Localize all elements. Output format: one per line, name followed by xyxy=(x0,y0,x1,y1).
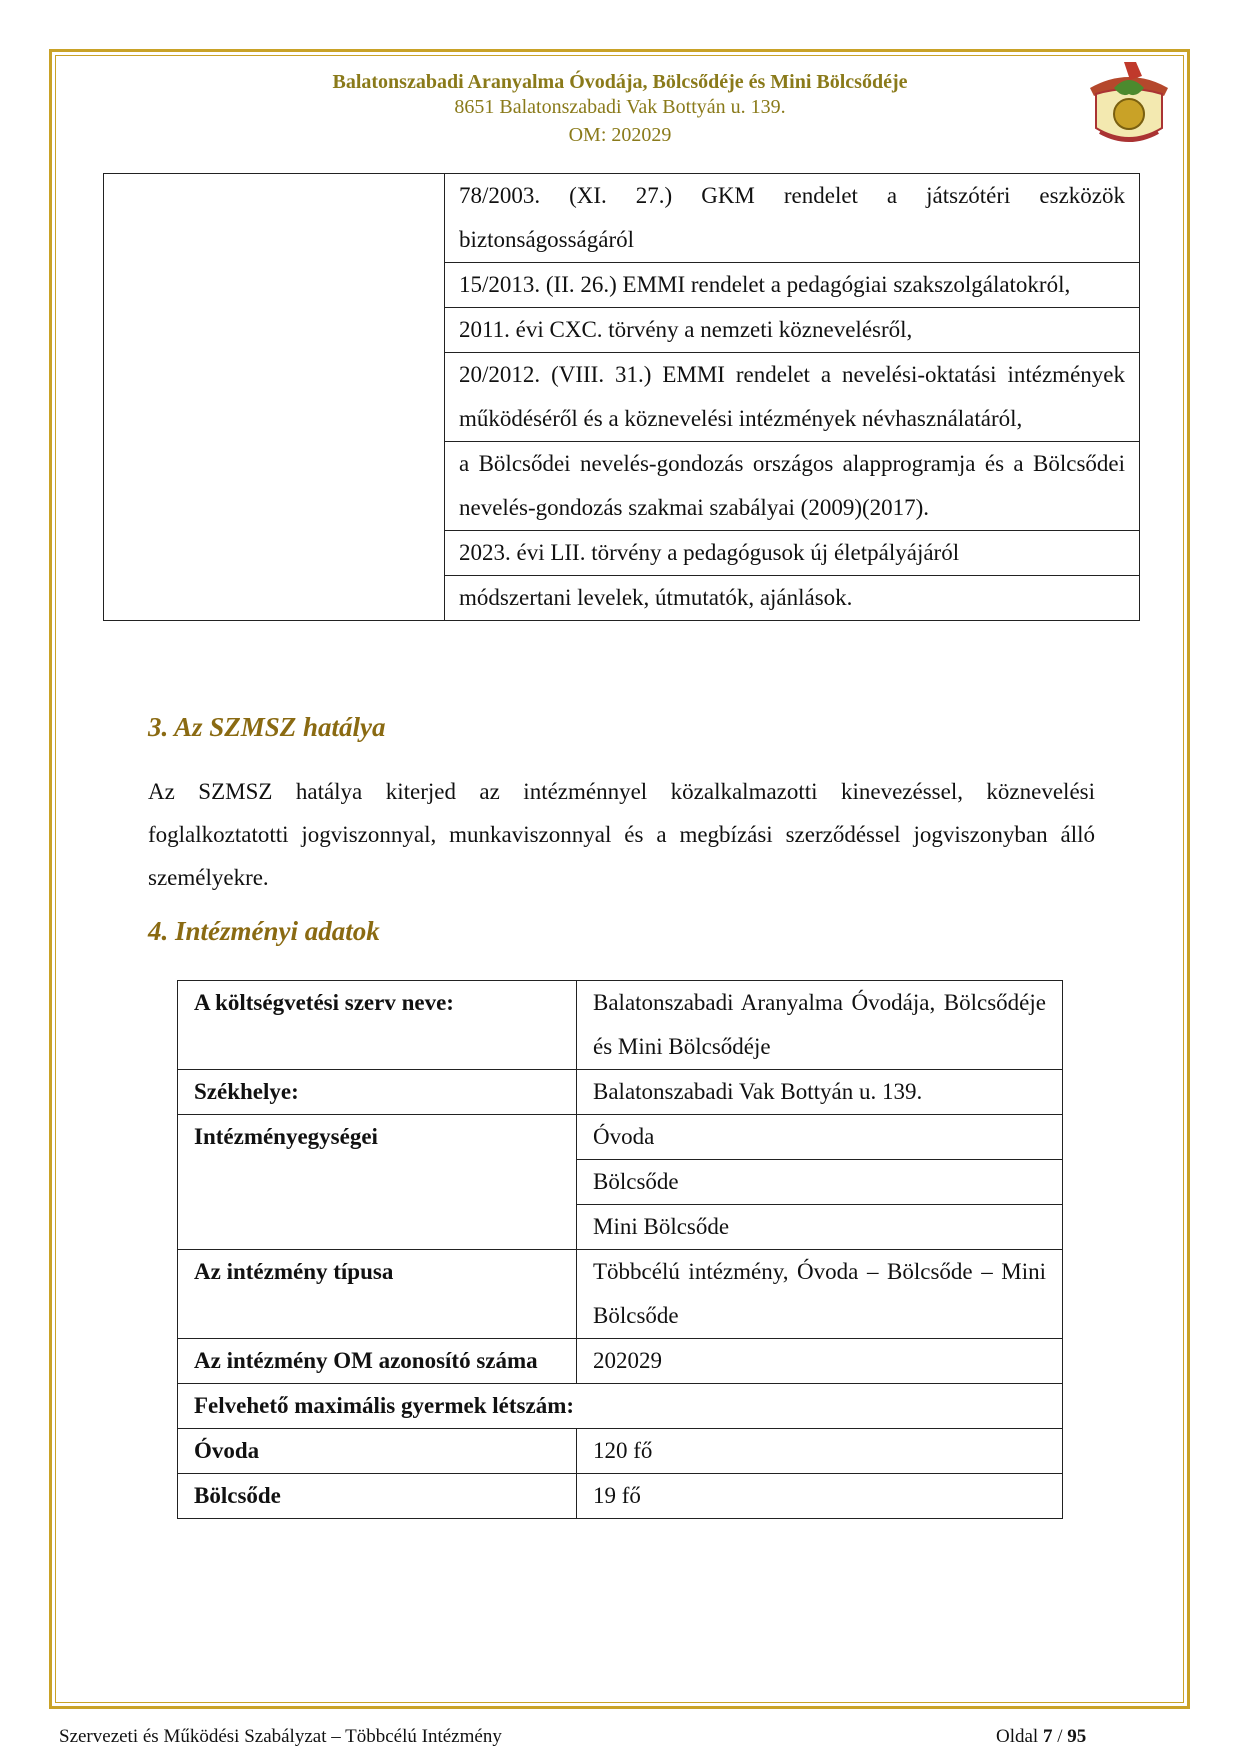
section-3-title: 3. Az SZMSZ hatálya xyxy=(148,712,386,742)
table-row xyxy=(178,1339,1063,1384)
kindergarten-value: 120 fő xyxy=(577,1429,1063,1474)
law-cell: 15/2013. (II. 26.) EMMI rendelet a pedagógiai szakszolgálatokról, xyxy=(445,263,1140,308)
units-label: Intézményegységei xyxy=(178,1115,577,1250)
footer-document-title: Szervezeti és Működési Szabályzat – Többcélú Intézmény xyxy=(59,1726,502,1747)
table-row xyxy=(178,1384,1063,1429)
page-current: 7 xyxy=(1042,1726,1053,1747)
type-label: Az intézmény típusa xyxy=(178,1250,577,1339)
page-prefix: Oldal xyxy=(996,1726,1039,1747)
table-row xyxy=(178,1115,1063,1160)
table-row xyxy=(104,174,1140,263)
law-cell: 78/2003. (XI. 27.) GKM rendelet a játszótéri eszközök biztonságosságáról xyxy=(445,174,1140,263)
header-title: Balatonszabadi Aranyalma Óvodája, Bölcsődéje és Mini Bölcsődéje xyxy=(332,71,908,93)
law-cell: 2023. évi LII. törvény a pedagógusok új életpályájáról xyxy=(445,531,1140,576)
apple-crest-logo xyxy=(1084,58,1174,150)
table-row xyxy=(178,1474,1063,1519)
name-label: A költségvetési szerv neve: xyxy=(178,981,577,1070)
seat-value: Balatonszabadi Vak Bottyán u. 139. xyxy=(577,1070,1063,1115)
kindergarten-label: Óvoda xyxy=(178,1429,577,1474)
section-3-paragraph: Az SZMSZ hatálya kiterjed az intézménnyel közalkalmazotti kinevezéssel, köznevelési foglalkoztatotti jogviszonnyal, munkaviszonnyal és a megbízási szerződéssel jogviszonyban álló személyekre. xyxy=(148,779,1095,890)
header-address: 8651 Balatonszabadi Vak Bottyán u. 139. xyxy=(454,96,786,118)
institution-data-table xyxy=(177,980,1063,1519)
unit-value: Mini Bölcsőde xyxy=(577,1205,1063,1250)
section-4-title: 4. Intézményi adatok xyxy=(148,916,380,946)
type-value: Többcélú intézmény, Óvoda – Bölcsőde – Mini Bölcsőde xyxy=(577,1250,1063,1339)
law-cell: a Bölcsődei nevelés-gondozás országos alapprogramja és a Bölcsődei nevelés-gondozás szakmai szabályai (2009)(2017). xyxy=(445,442,1140,531)
unit-value: Bölcsőde xyxy=(577,1160,1063,1205)
law-cell: módszertani levelek, útmutatók, ajánlások. xyxy=(445,576,1140,621)
nursery-label: Bölcsőde xyxy=(178,1474,577,1519)
max-children-label: Felvehető maximális gyermek létszám: xyxy=(178,1384,1063,1429)
table-cell-empty xyxy=(104,174,445,621)
table-row xyxy=(178,1070,1063,1115)
nursery-value: 19 fő xyxy=(577,1474,1063,1519)
table-row xyxy=(178,981,1063,1070)
header-om: OM: 202029 xyxy=(568,124,672,146)
legal-references-table xyxy=(103,173,1140,621)
name-value: Balatonszabadi Aranyalma Óvodája, Bölcsődéje és Mini Bölcsődéje xyxy=(577,981,1063,1070)
law-cell: 20/2012. (VIII. 31.) EMMI rendelet a nevelési-oktatási intézmények működéséről és a köznevelési intézmények névhasználatáról, xyxy=(445,353,1140,442)
footer-page-number xyxy=(996,1726,1086,1748)
table-row xyxy=(178,1429,1063,1474)
seat-label: Székhelye: xyxy=(178,1070,577,1115)
om-label: Az intézmény OM azonosító száma xyxy=(178,1339,577,1384)
page-separator: / xyxy=(1057,1726,1063,1747)
table-row xyxy=(178,1250,1063,1339)
unit-value: Óvoda xyxy=(577,1115,1063,1160)
om-value: 202029 xyxy=(577,1339,1063,1384)
law-cell: 2011. évi CXC. törvény a nemzeti köznevelésről, xyxy=(445,308,1140,353)
page-total: 95 xyxy=(1067,1726,1087,1747)
